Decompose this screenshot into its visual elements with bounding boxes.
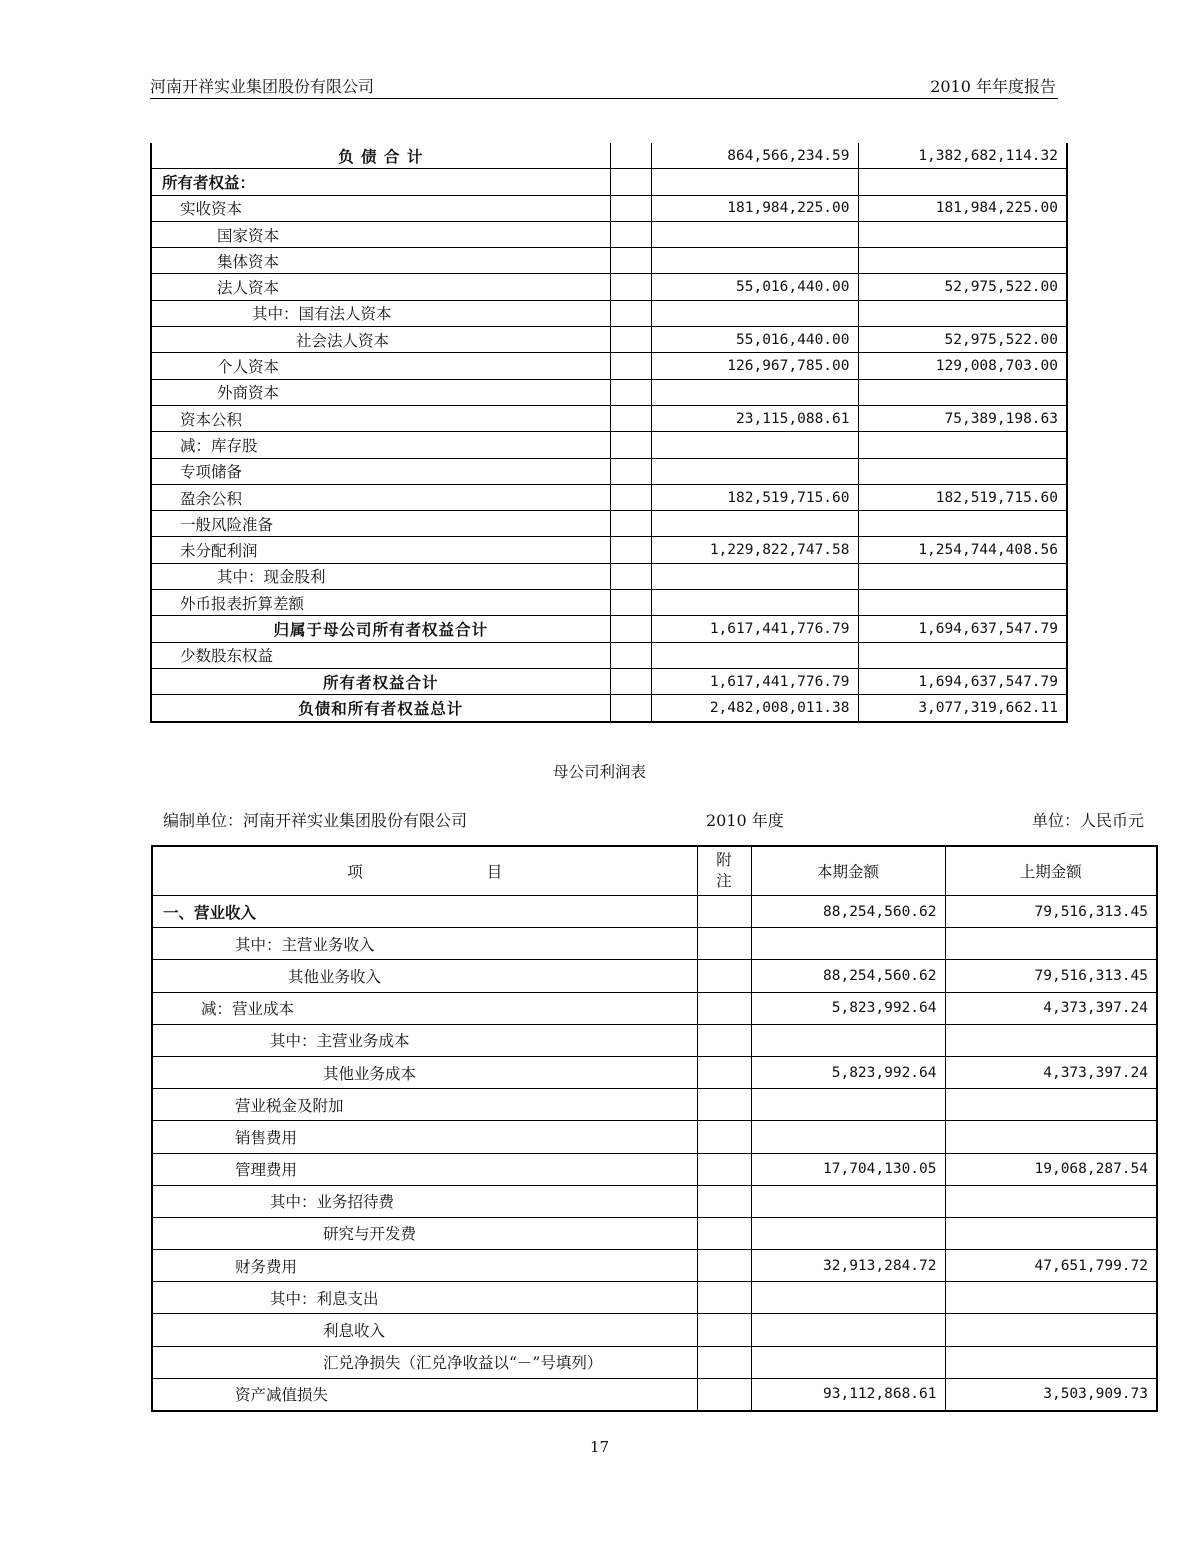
table-row [152, 1217, 1157, 1249]
row-previous-value [945, 1314, 1157, 1346]
page-header [150, 70, 1058, 99]
company-name: 河南开祥实业集团股份有限公司 [150, 77, 375, 96]
row-begin-value: 182,519,715.60 [858, 484, 1067, 510]
row-label: 盈余公积 [151, 484, 610, 510]
table-row [151, 169, 1067, 195]
row-previous-value [945, 928, 1157, 960]
row-label: 销售费用 [152, 1121, 697, 1153]
row-end-value: 182,519,715.60 [651, 484, 858, 510]
row-note [610, 300, 651, 326]
row-label: 归属于母公司所有者权益合计 [151, 616, 610, 642]
row-begin-value: 1,254,744,408.56 [858, 537, 1067, 563]
row-current-value [751, 1217, 945, 1249]
row-note [697, 1314, 751, 1346]
row-end-value: 126,967,785.00 [651, 353, 858, 379]
table-row [152, 1346, 1157, 1378]
table-row [151, 353, 1067, 379]
table-row [152, 1314, 1157, 1346]
row-label: 汇兑净损失（汇兑净收益以“－”号填列） [152, 1346, 697, 1378]
header-item: 项 目 [152, 846, 697, 896]
table-row [151, 695, 1067, 722]
table-row [151, 484, 1067, 510]
row-label: 营业税金及附加 [152, 1089, 697, 1121]
row-begin-value [858, 169, 1067, 195]
row-note [697, 1153, 751, 1185]
row-note [610, 195, 651, 221]
row-label: 减：营业成本 [152, 992, 697, 1024]
row-note [610, 642, 651, 668]
row-current-value: 88,254,560.62 [751, 896, 945, 928]
row-current-value: 32,913,284.72 [751, 1250, 945, 1282]
row-previous-value: 79,516,313.45 [945, 960, 1157, 992]
table-row [151, 195, 1067, 221]
row-end-value: 23,115,088.61 [651, 405, 858, 431]
row-label: 所有者权益合计 [151, 668, 610, 694]
row-label: 法人资本 [151, 274, 610, 300]
row-note [610, 327, 651, 353]
row-note [610, 405, 651, 431]
header-previous: 上期金额 [945, 846, 1157, 896]
row-note [697, 1121, 751, 1153]
row-begin-value [858, 432, 1067, 458]
preparer: 编制单位：河南开祥实业集团股份有限公司 [163, 811, 468, 830]
table-row [151, 590, 1067, 616]
row-note [697, 1056, 751, 1088]
table-row [152, 1121, 1157, 1153]
row-note [697, 992, 751, 1024]
row-begin-value: 1,694,637,547.79 [858, 668, 1067, 694]
row-end-value: 1,617,441,776.79 [651, 616, 858, 642]
table-row [152, 1282, 1157, 1314]
row-label: 利息收入 [152, 1314, 697, 1346]
row-current-value [751, 1185, 945, 1217]
row-begin-value [858, 642, 1067, 668]
row-previous-value [945, 1024, 1157, 1056]
table-row [151, 511, 1067, 537]
table-header-row [152, 846, 1157, 896]
table-row [151, 668, 1067, 694]
table-row [151, 458, 1067, 484]
row-begin-value [858, 511, 1067, 537]
table-row [151, 274, 1067, 300]
row-previous-value [945, 1346, 1157, 1378]
row-current-value [751, 1121, 945, 1153]
period: 2010 年度 [706, 811, 784, 830]
table-row [152, 1089, 1157, 1121]
row-begin-value [858, 300, 1067, 326]
row-previous-value: 3,503,909.73 [945, 1378, 1157, 1411]
row-current-value: 17,704,130.05 [751, 1153, 945, 1185]
row-end-value [651, 458, 858, 484]
row-label: 个人资本 [151, 353, 610, 379]
row-note [610, 537, 651, 563]
balance-sheet-tail-table [150, 143, 1068, 723]
row-begin-value [858, 458, 1067, 484]
table-row [152, 960, 1157, 992]
row-end-value [651, 169, 858, 195]
row-previous-value: 47,651,799.72 [945, 1250, 1157, 1282]
row-note [697, 960, 751, 992]
table-row [151, 248, 1067, 274]
row-note [610, 511, 651, 537]
row-current-value: 88,254,560.62 [751, 960, 945, 992]
row-label: 其中：利息支出 [152, 1282, 697, 1314]
row-note [610, 458, 651, 484]
row-label: 未分配利润 [151, 537, 610, 563]
row-label: 一般风险准备 [151, 511, 610, 537]
row-label: 管理费用 [152, 1153, 697, 1185]
row-label: 其中：主营业务收入 [152, 928, 697, 960]
row-note [610, 590, 651, 616]
table-row [151, 642, 1067, 668]
row-current-value [751, 1024, 945, 1056]
row-end-value: 1,617,441,776.79 [651, 668, 858, 694]
row-note [610, 616, 651, 642]
row-note [697, 1089, 751, 1121]
row-label: 减：库存股 [151, 432, 610, 458]
row-end-value: 864,566,234.59 [651, 143, 858, 169]
row-current-value [751, 1282, 945, 1314]
row-label: 其中：业务招待费 [152, 1185, 697, 1217]
row-current-value [751, 1089, 945, 1121]
row-current-value [751, 1346, 945, 1378]
row-begin-value [858, 221, 1067, 247]
table-row [151, 221, 1067, 247]
row-label: 实收资本 [151, 195, 610, 221]
row-end-value [651, 642, 858, 668]
row-begin-value: 52,975,522.00 [858, 274, 1067, 300]
table-row [151, 616, 1067, 642]
row-previous-value [945, 1185, 1157, 1217]
header-note: 附 注 [697, 846, 751, 896]
row-note [610, 274, 651, 300]
row-note [697, 1024, 751, 1056]
row-end-value [651, 563, 858, 589]
row-previous-value [945, 1089, 1157, 1121]
row-begin-value: 181,984,225.00 [858, 195, 1067, 221]
row-label: 所有者权益： [151, 169, 610, 195]
table-row [151, 405, 1067, 431]
row-previous-value: 4,373,397.24 [945, 992, 1157, 1024]
table-row [152, 1024, 1157, 1056]
row-note [697, 928, 751, 960]
table-row [152, 1056, 1157, 1088]
row-current-value [751, 928, 945, 960]
row-begin-value: 1,382,682,114.32 [858, 143, 1067, 169]
row-current-value: 5,823,992.64 [751, 1056, 945, 1088]
row-label: 负债和所有者权益总计 [151, 695, 610, 722]
row-label: 集体资本 [151, 248, 610, 274]
row-note [610, 221, 651, 247]
row-note [697, 1250, 751, 1282]
row-label: 资产减值损失 [152, 1378, 697, 1411]
row-label: 资本公积 [151, 405, 610, 431]
row-label: 其中：现金股利 [151, 563, 610, 589]
row-label: 外商资本 [151, 379, 610, 405]
row-label: 其他业务收入 [152, 960, 697, 992]
row-label: 其他业务成本 [152, 1056, 697, 1088]
table-row [152, 992, 1157, 1024]
income-statement-table [151, 845, 1158, 1412]
row-note [697, 1378, 751, 1411]
row-note [610, 248, 651, 274]
row-end-value: 2,482,008,011.38 [651, 695, 858, 722]
row-label: 其中：国有法人资本 [151, 300, 610, 326]
table-row [152, 896, 1157, 928]
row-note [610, 563, 651, 589]
row-label: 研究与开发费 [152, 1217, 697, 1249]
table-row [151, 143, 1067, 169]
table-row [152, 1250, 1157, 1282]
row-end-value [651, 221, 858, 247]
row-begin-value [858, 248, 1067, 274]
row-end-value: 181,984,225.00 [651, 195, 858, 221]
row-label: 负 债 合 计 [151, 143, 610, 169]
page-number: 17 [589, 1438, 610, 1456]
row-previous-value: 4,373,397.24 [945, 1056, 1157, 1088]
table-row [151, 327, 1067, 353]
row-end-value [651, 248, 858, 274]
row-note [697, 1346, 751, 1378]
row-label: 专项储备 [151, 458, 610, 484]
row-end-value [651, 379, 858, 405]
row-current-value: 5,823,992.64 [751, 992, 945, 1024]
row-current-value [751, 1314, 945, 1346]
row-note [697, 1282, 751, 1314]
row-previous-value [945, 1282, 1157, 1314]
row-note [610, 379, 651, 405]
row-end-value: 55,016,440.00 [651, 274, 858, 300]
row-end-value [651, 511, 858, 537]
table-row [151, 537, 1067, 563]
unit: 单位：人民币元 [1031, 811, 1144, 830]
row-previous-value [945, 1217, 1157, 1249]
row-begin-value: 1,694,637,547.79 [858, 616, 1067, 642]
row-end-value [651, 300, 858, 326]
row-begin-value: 75,389,198.63 [858, 405, 1067, 431]
table-row [152, 1185, 1157, 1217]
row-current-value: 93,112,868.61 [751, 1378, 945, 1411]
row-note [610, 353, 651, 379]
row-label: 国家资本 [151, 221, 610, 247]
row-end-value: 1,229,822,747.58 [651, 537, 858, 563]
table-row [152, 1378, 1157, 1411]
header-current: 本期金额 [751, 846, 945, 896]
income-statement-title: 母公司利润表 [552, 763, 646, 781]
row-label: 一、营业收入 [152, 896, 697, 928]
table-row [151, 300, 1067, 326]
row-begin-value [858, 563, 1067, 589]
row-label: 少数股东权益 [151, 642, 610, 668]
row-end-value: 55,016,440.00 [651, 327, 858, 353]
table-row [152, 1153, 1157, 1185]
table-row [152, 928, 1157, 960]
row-note [610, 169, 651, 195]
row-previous-value: 79,516,313.45 [945, 896, 1157, 928]
row-end-value [651, 432, 858, 458]
row-note [697, 896, 751, 928]
row-begin-value [858, 379, 1067, 405]
row-previous-value [945, 1121, 1157, 1153]
row-label: 社会法人资本 [151, 327, 610, 353]
row-begin-value: 3,077,319,662.11 [858, 695, 1067, 722]
row-label: 财务费用 [152, 1250, 697, 1282]
table-row [151, 563, 1067, 589]
row-begin-value: 129,008,703.00 [858, 353, 1067, 379]
row-label: 其中：主营业务成本 [152, 1024, 697, 1056]
row-note [610, 695, 651, 722]
row-note [610, 484, 651, 510]
row-begin-value: 52,975,522.00 [858, 327, 1067, 353]
row-begin-value [858, 590, 1067, 616]
row-label: 外币报表折算差额 [151, 590, 610, 616]
row-note [610, 143, 651, 169]
row-end-value [651, 590, 858, 616]
row-note [610, 668, 651, 694]
row-note [697, 1217, 751, 1249]
table-row [151, 379, 1067, 405]
report-title: 2010 年年度报告 [930, 77, 1056, 96]
row-note [697, 1185, 751, 1217]
row-previous-value: 19,068,287.54 [945, 1153, 1157, 1185]
table-row [151, 432, 1067, 458]
row-note [610, 432, 651, 458]
